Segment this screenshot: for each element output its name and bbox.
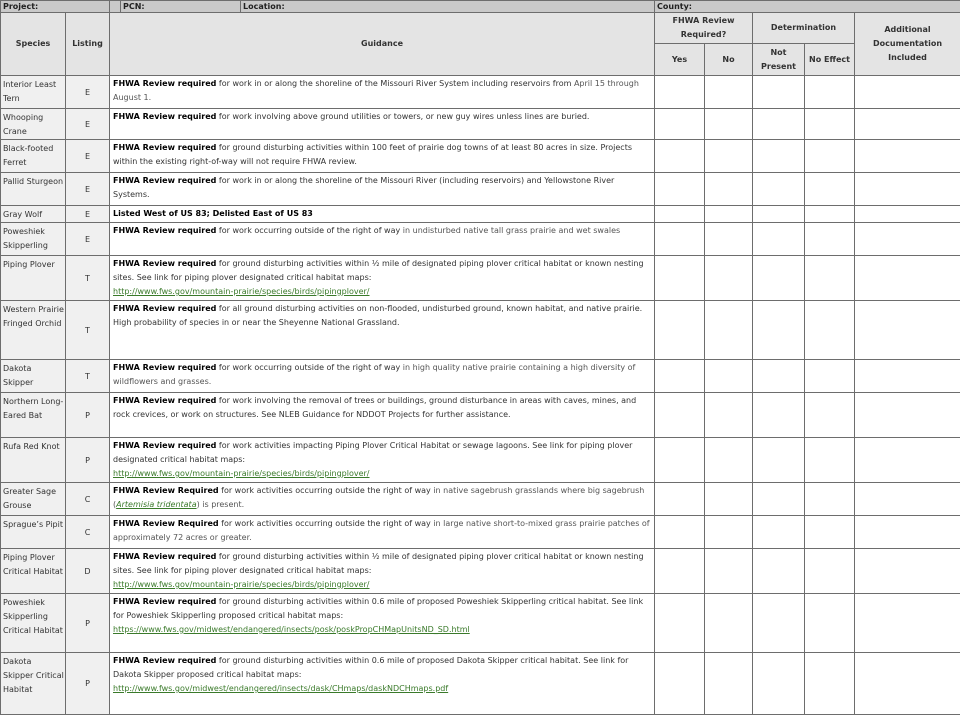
guidance-cell	[110, 76, 655, 109]
guidance-cell	[110, 360, 655, 393]
fhwa-no-checkbox[interactable]	[705, 109, 753, 140]
table-row	[1, 483, 960, 516]
habitat-map-link[interactable]: http://www.fws.gov/mountain-prairie/species/birds/pipingplover/	[113, 469, 370, 478]
table-row	[1, 516, 960, 549]
additional-docs-cell[interactable]	[855, 360, 960, 393]
fhwa-yes-checkbox[interactable]	[655, 393, 705, 438]
listing-cell: E	[66, 206, 110, 223]
review-requirement: FHWA Review required	[113, 396, 217, 405]
not-present-checkbox[interactable]	[753, 301, 805, 360]
guidance-header: Guidance	[110, 13, 655, 76]
species-cell: Poweshiek Skipperling	[1, 223, 66, 256]
listing-cell: T	[66, 301, 110, 360]
guidance-cell	[110, 393, 655, 438]
project-field[interactable]: Project:	[1, 1, 110, 13]
no-effect-checkbox[interactable]	[805, 76, 855, 109]
additional-docs-cell[interactable]	[855, 483, 960, 516]
guidance-tail: in high quality native prairie containing a high diversity of wildflowers and grasses.	[113, 363, 636, 386]
fhwa-review-header: FHWA Review Required?	[655, 13, 753, 44]
guidance-tail: in large native short-to-mixed grass prairie patches of approximately 72 acres or greater.	[113, 519, 650, 542]
table-row	[1, 301, 960, 360]
table-row	[1, 140, 960, 173]
guidance-cell	[110, 206, 655, 223]
review-requirement: FHWA Review required	[113, 363, 217, 372]
no-effect-checkbox[interactable]	[805, 653, 855, 715]
fhwa-yes-checkbox[interactable]	[655, 140, 705, 173]
listing-header: Listing	[66, 13, 110, 76]
guidance-cell	[110, 173, 655, 206]
additional-docs-cell[interactable]	[855, 173, 960, 206]
fhwa-no-checkbox[interactable]	[705, 549, 753, 594]
table-row	[1, 594, 960, 653]
additional-docs-cell[interactable]	[855, 516, 960, 549]
not-present-checkbox[interactable]	[753, 256, 805, 301]
additional-docs-cell[interactable]	[855, 140, 960, 173]
additional-docs-cell[interactable]	[855, 438, 960, 483]
species-rows	[1, 76, 960, 715]
not-present-checkbox[interactable]	[753, 360, 805, 393]
listing-cell: C	[66, 483, 110, 516]
fhwa-yes-checkbox[interactable]	[655, 516, 705, 549]
fhwa-yes-checkbox[interactable]	[655, 653, 705, 715]
table-row	[1, 223, 960, 256]
fhwa-yes-checkbox[interactable]	[655, 206, 705, 223]
table-row	[1, 173, 960, 206]
guidance-text: for work involving above ground utilities or towers, or new guy wires unless lines are buried.	[216, 112, 590, 121]
species-cell: Rufa Red Knot	[1, 438, 66, 483]
listing-cell: E	[66, 173, 110, 206]
guidance-cell	[110, 223, 655, 256]
guidance-cell	[110, 438, 655, 483]
fhwa-yes-checkbox[interactable]	[655, 549, 705, 594]
listing-cell: E	[66, 223, 110, 256]
not-present-checkbox[interactable]	[753, 549, 805, 594]
fhwa-no-checkbox[interactable]	[705, 301, 753, 360]
table-row	[1, 438, 960, 483]
guidance-text: for all ground disturbing activities on non-flooded, undisturbed ground, known habitat, and native prairie. High probability of species in or near the Sheyenne National Grassland.	[113, 304, 643, 327]
review-requirement: FHWA Review required	[113, 259, 217, 268]
not-present-checkbox[interactable]	[753, 516, 805, 549]
fhwa-yes-checkbox[interactable]	[655, 594, 705, 653]
guidance-tail: in undisturbed native tall grass prairie and wet swales	[402, 226, 621, 235]
additional-docs-cell[interactable]	[855, 76, 960, 109]
no-effect-checkbox[interactable]	[805, 301, 855, 360]
review-requirement: FHWA Review Required	[113, 486, 219, 495]
not-present-checkbox[interactable]	[753, 438, 805, 483]
guidance-cell	[110, 256, 655, 301]
fhwa-yes-checkbox[interactable]	[655, 301, 705, 360]
species-cell: Gray Wolf	[1, 206, 66, 223]
guidance-text: for work occurring outside of the right of way	[216, 363, 403, 372]
species-cell: Whooping Crane	[1, 109, 66, 140]
species-cell: Dakota Skipper	[1, 360, 66, 393]
listing-cell: C	[66, 516, 110, 549]
fhwa-no-checkbox[interactable]	[705, 438, 753, 483]
fhwa-no-checkbox[interactable]	[705, 483, 753, 516]
review-requirement: FHWA Review required	[113, 176, 217, 185]
review-requirement: FHWA Review required	[113, 226, 217, 235]
listing-cell: P	[66, 594, 110, 653]
listing-cell: P	[66, 653, 110, 715]
habitat-map-link[interactable]: http://www.fws.gov/mountain-prairie/species/birds/pipingplover/	[113, 580, 370, 589]
review-requirement: FHWA Review Required	[113, 519, 219, 528]
listing-cell: P	[66, 393, 110, 438]
no-effect-checkbox[interactable]	[805, 140, 855, 173]
species-cell: Dakota Skipper Critical Habitat	[1, 653, 66, 715]
no-effect-checkbox[interactable]	[805, 594, 855, 653]
not-present-checkbox[interactable]	[753, 173, 805, 206]
listing-cell: T	[66, 256, 110, 301]
guidance-cell	[110, 109, 655, 140]
fhwa-no-checkbox[interactable]	[705, 393, 753, 438]
no-effect-checkbox[interactable]	[805, 206, 855, 223]
listing-cell: P	[66, 438, 110, 483]
not-present-checkbox[interactable]	[753, 76, 805, 109]
guidance-text: for work activities occurring outside the right of way	[218, 519, 434, 528]
no-effect-checkbox[interactable]	[805, 109, 855, 140]
species-cell: Piping Plover Critical Habitat	[1, 549, 66, 594]
review-requirement: Listed West of US 83; Delisted East of US 83	[113, 209, 313, 218]
no-effect-checkbox[interactable]	[805, 438, 855, 483]
not-present-checkbox[interactable]	[753, 206, 805, 223]
additional-docs-cell[interactable]	[855, 256, 960, 301]
review-requirement: FHWA Review required	[113, 656, 217, 665]
fhwa-yes-checkbox[interactable]	[655, 109, 705, 140]
additional-docs-cell[interactable]	[855, 594, 960, 653]
fhwa-no-checkbox[interactable]	[705, 223, 753, 256]
guidance-text: for work in or along the shoreline of the Missouri River (including reservoirs) and Yellowstone River Systems.	[113, 176, 615, 199]
table-row	[1, 109, 960, 140]
guidance-cell	[110, 653, 655, 715]
guidance-cell	[110, 549, 655, 594]
fhwa-yes-checkbox[interactable]	[655, 483, 705, 516]
additional-docs-header: Additional Documentation Included	[855, 13, 960, 76]
no-effect-checkbox[interactable]	[805, 516, 855, 549]
yes-header: Yes	[655, 44, 705, 76]
review-requirement: FHWA Review required	[113, 441, 217, 450]
guidance-after: ) is present.	[196, 500, 245, 509]
review-requirement: FHWA Review required	[113, 304, 217, 313]
review-requirement: FHWA Review required	[113, 143, 217, 152]
no-header: No	[705, 44, 753, 76]
additional-docs-cell[interactable]	[855, 109, 960, 140]
guidance-cell	[110, 301, 655, 360]
no-effect-header: No Effect	[805, 44, 855, 76]
fhwa-no-checkbox[interactable]	[705, 140, 753, 173]
habitat-map-link[interactable]: http://www.fws.gov/midwest/endangered/insects/dask/CHmaps/daskNDCHmaps.pdf	[113, 684, 449, 693]
table-row	[1, 393, 960, 438]
guidance-cell	[110, 594, 655, 653]
table-row	[1, 653, 960, 715]
guidance-text: for work activities occurring outside the right of way	[218, 486, 434, 495]
guidance-text: for work activities impacting Piping Plover Critical Habitat or sewage lagoons. See link for piping plover designated critical habitat maps:	[113, 441, 633, 464]
listing-cell: E	[66, 109, 110, 140]
guidance-text: for work involving the removal of trees or buildings, ground disturbance in areas with caves, mines, and rock crevices, or work on structures. See NLEB Guidance for NDDOT Projects for further assistance.	[113, 396, 637, 419]
additional-docs-cell[interactable]	[855, 206, 960, 223]
guidance-text: for work occurring outside of the right of way	[216, 226, 403, 235]
fhwa-yes-checkbox[interactable]	[655, 360, 705, 393]
fhwa-no-checkbox[interactable]	[705, 76, 753, 109]
guidance-tail: April 15 through August 1.	[113, 79, 639, 102]
review-requirement: FHWA Review required	[113, 112, 217, 121]
column-header-row	[1, 13, 960, 44]
guidance-cell	[110, 483, 655, 516]
project-info-row	[1, 1, 960, 13]
fhwa-no-checkbox[interactable]	[705, 594, 753, 653]
species-cell: Pallid Sturgeon	[1, 173, 66, 206]
listing-cell: E	[66, 76, 110, 109]
fhwa-yes-checkbox[interactable]	[655, 256, 705, 301]
fhwa-no-checkbox[interactable]	[705, 173, 753, 206]
fhwa-no-checkbox[interactable]	[705, 653, 753, 715]
listing-cell: D	[66, 549, 110, 594]
guidance-tail: in native sagebrush grasslands where big sagebrush (	[113, 486, 645, 509]
species-latin-name: Artemisia tridentata	[116, 500, 197, 509]
no-effect-checkbox[interactable]	[805, 173, 855, 206]
not-present-checkbox[interactable]	[753, 594, 805, 653]
table-row	[1, 360, 960, 393]
not-present-checkbox[interactable]	[753, 140, 805, 173]
location-field[interactable]: Location:	[243, 2, 285, 11]
species-cell: Poweshiek Skipperling Critical Habitat	[1, 594, 66, 653]
review-requirement: FHWA Review required	[113, 552, 217, 561]
fhwa-yes-checkbox[interactable]	[655, 76, 705, 109]
table-row	[1, 206, 960, 223]
fhwa-no-checkbox[interactable]	[705, 256, 753, 301]
no-effect-checkbox[interactable]	[805, 256, 855, 301]
listing-cell: E	[66, 140, 110, 173]
fhwa-no-checkbox[interactable]	[705, 206, 753, 223]
guidance-cell	[110, 140, 655, 173]
additional-docs-cell[interactable]	[855, 223, 960, 256]
guidance-text: for ground disturbing activities within 0.6 mile of proposed Dakota Skipper critical habitat. See link for Dakota Skipper proposed critical habitat maps:	[113, 656, 629, 679]
table-row	[1, 256, 960, 301]
guidance-cell	[110, 516, 655, 549]
species-cell: Greater Sage Grouse	[1, 483, 66, 516]
guidance-text: for ground disturbing activities within 100 feet of prairie dog towns of at least 80 acres in size. Projects within the existing right-of-way will not require FHWA review.	[113, 143, 632, 166]
guidance-text: for ground disturbing activities within ½ mile of designated piping plover critical habitat or known nesting sites. See link for piping plover designated critical habitat maps:	[113, 259, 644, 282]
no-effect-checkbox[interactable]	[805, 483, 855, 516]
species-cell: Interior Least Tern	[1, 76, 66, 109]
habitat-map-link[interactable]: http://www.fws.gov/mountain-prairie/species/birds/pipingplover/	[113, 287, 370, 296]
additional-docs-cell[interactable]	[855, 393, 960, 438]
no-effect-checkbox[interactable]	[805, 360, 855, 393]
fhwa-yes-checkbox[interactable]	[655, 223, 705, 256]
additional-docs-cell[interactable]	[855, 549, 960, 594]
additional-docs-cell[interactable]	[855, 301, 960, 360]
not-present-checkbox[interactable]	[753, 393, 805, 438]
not-present-checkbox[interactable]	[753, 653, 805, 715]
species-cell: Piping Plover	[1, 256, 66, 301]
review-requirement: FHWA Review required	[113, 79, 217, 88]
county-field[interactable]: County:	[655, 1, 960, 13]
species-cell: Northern Long-Eared Bat	[1, 393, 66, 438]
table-row	[1, 76, 960, 109]
species-cell: Western Prairie Fringed Orchid	[1, 301, 66, 360]
additional-docs-cell[interactable]	[855, 653, 960, 715]
table-row	[1, 549, 960, 594]
species-header: Species	[1, 13, 66, 76]
fhwa-yes-checkbox[interactable]	[655, 438, 705, 483]
not-present-checkbox[interactable]	[753, 483, 805, 516]
fhwa-no-checkbox[interactable]	[705, 516, 753, 549]
habitat-map-link[interactable]: https://www.fws.gov/midwest/endangered/insects/posk/poskPropCHMapUnitsND_SD.html	[113, 625, 470, 634]
fhwa-yes-checkbox[interactable]	[655, 173, 705, 206]
determination-header: Determination	[753, 13, 855, 44]
guidance-text: for ground disturbing activities within ½ mile of designated piping plover critical habitat or known nesting sites. See link for piping plover designated critical habitat maps:	[113, 552, 644, 575]
review-requirement: FHWA Review required	[113, 597, 217, 606]
no-effect-checkbox[interactable]	[805, 393, 855, 438]
not-present-checkbox[interactable]	[753, 223, 805, 256]
listing-cell: T	[66, 360, 110, 393]
not-present-checkbox[interactable]	[753, 109, 805, 140]
guidance-text: for work in or along the shoreline of the Missouri River System including reservoirs from	[216, 79, 574, 88]
species-cell: Black-footed Ferret	[1, 140, 66, 173]
no-effect-checkbox[interactable]	[805, 223, 855, 256]
pcn-field[interactable]: PCN:	[121, 1, 241, 12]
species-cell: Sprague’s Pipit	[1, 516, 66, 549]
fhwa-no-checkbox[interactable]	[705, 360, 753, 393]
no-effect-checkbox[interactable]	[805, 549, 855, 594]
guidance-text: for ground disturbing activities within 0.6 mile of proposed Poweshiek Skipperling critical habitat. See link for Poweshiek Skipperling proposed critical habitat maps:	[113, 597, 644, 620]
not-present-header: Not Present	[753, 44, 805, 76]
